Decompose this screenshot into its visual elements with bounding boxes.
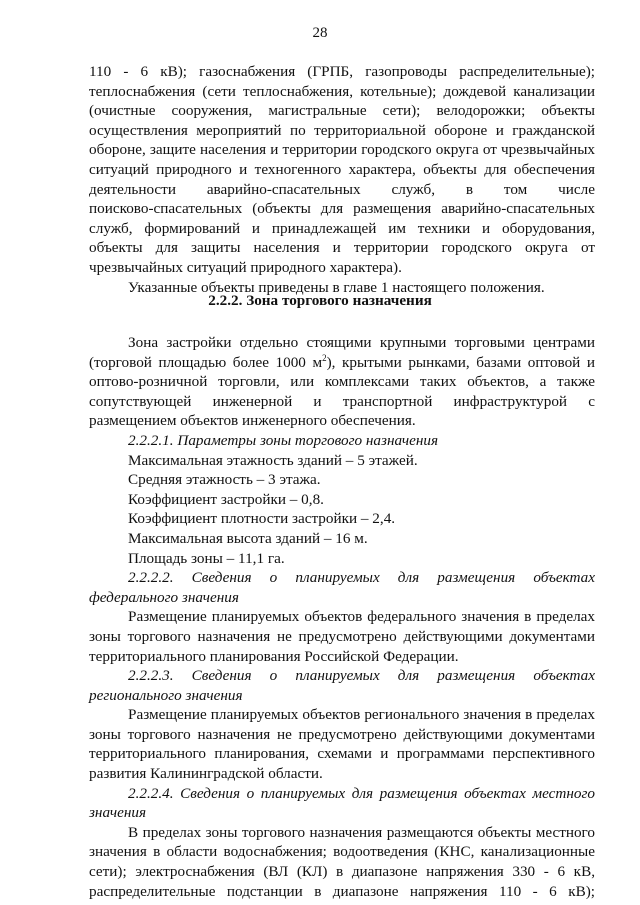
- subsection-title: 2.2.2.2. Сведения о планируемых для размещения объектах: [128, 569, 595, 587]
- text-line: обороне, защите населения и территории городского округа от чрезвычайных: [89, 141, 595, 159]
- text-line: развития Калининградской области.: [89, 765, 323, 783]
- text-line: деятельности аварийно-спасательных служб, в том числе: [89, 180, 595, 198]
- text-line: чрезвычайных ситуаций природного характера).: [89, 258, 402, 276]
- subsection-title: федерального значения: [89, 588, 239, 606]
- text-line: распределительные подстанции в диапазоне напряжения 110 - 6 кВ);: [89, 882, 595, 900]
- text-line: (торговой площадью более 1000 $м^2$), крытыми рынками, базами оптовой и: [89, 352, 595, 371]
- text-line: поисково-спасательных (объекты для размещения аварийно-спасательных: [89, 200, 595, 218]
- superscript: 2: [322, 352, 327, 363]
- text-line: сопутствующей инженерной и транспортной инфраструктурой с: [89, 392, 595, 410]
- closing-line: Указанные объекты приведены в главе 1 настоящего положения.: [128, 278, 545, 296]
- text-line: ситуаций природного и техногенного характера, объекты для обеспечения: [89, 160, 595, 178]
- text-line: зоны торгового назначения не предусмотрено действующими документами: [89, 627, 595, 645]
- text-line: теплоснабжения (сети теплоснабжения, котельные); дождевой канализации: [89, 82, 595, 100]
- text-line: Размещение планируемых объектов федерального значения в пределах: [128, 608, 595, 626]
- text-line: (очистные сооружения, магистральные сети); велодорожки; объекты: [89, 102, 595, 120]
- subsection-title: регионального значения: [89, 686, 243, 704]
- text-line: размещением объектов инженерного обеспечения.: [89, 412, 416, 430]
- subsection-title: 2.2.2.3. Сведения о планируемых для размещения объектах: [128, 667, 595, 685]
- text-line: Зона застройки отдельно стоящими крупными торговыми центрами: [128, 334, 595, 351]
- page-number: 28: [312, 25, 328, 41]
- subsection-title: 2.2.2.1. Параметры зоны торгового назначения: [128, 431, 439, 449]
- text-line: осуществления мероприятий по территориальной обороне и гражданской: [89, 121, 595, 139]
- text-line: 110 - 6 кВ); газоснабжения (ГРПБ, газопроводы распределительные);: [89, 63, 595, 80]
- text-line: сети); электроснабжения (ВЛ (КЛ) в диапазоне напряжения 330 - 6 кВ,: [89, 863, 595, 881]
- param-item: Средняя этажность – 3 этажа.: [128, 471, 321, 489]
- zone-section: [89, 333, 595, 901]
- text-line: значения в области водоснабжения; водоотведения (КНС, канализационные: [89, 843, 595, 861]
- subsection-title: значения: [89, 804, 147, 822]
- param-item: Коэффициент застройки – 0,8.: [128, 490, 324, 508]
- subsection-title: 2.2.2.4. Сведения о планируемых для размещения объектах местного: [128, 784, 595, 802]
- text-line: Размещение планируемых объектов регионального значения в пределах: [128, 706, 595, 724]
- text-line: зоны торгового назначения не предусмотрено действующими документами: [89, 725, 595, 743]
- top-paragraph: [89, 62, 595, 297]
- text-line: В пределах зоны торгового назначения размещаются объекты местного: [128, 823, 595, 841]
- section-heading: 2.2.2. Зона торгового назначения: [208, 292, 432, 309]
- param-item: Максимальная высота зданий – 16 м.: [128, 529, 368, 547]
- text-line: территориального планирования Российской Федерации.: [89, 647, 459, 665]
- param-item: Коэффициент плотности застройки – 2,4.: [128, 510, 396, 528]
- param-item: Площадь зоны – 11,1 га.: [128, 549, 285, 567]
- text-line: территориального планирования, схемами и программами перспективного: [89, 745, 595, 763]
- text-line: объекты для защиты населения и территории городского округа от: [89, 239, 595, 257]
- param-item: Максимальная этажность зданий – 5 этажей.: [128, 451, 418, 469]
- text-line: оптово-розничной торговли, или комплексами таких объектов, а также: [89, 373, 595, 391]
- text-line: служб, формирований и принадлежащей им техники и оборудования,: [89, 219, 595, 237]
